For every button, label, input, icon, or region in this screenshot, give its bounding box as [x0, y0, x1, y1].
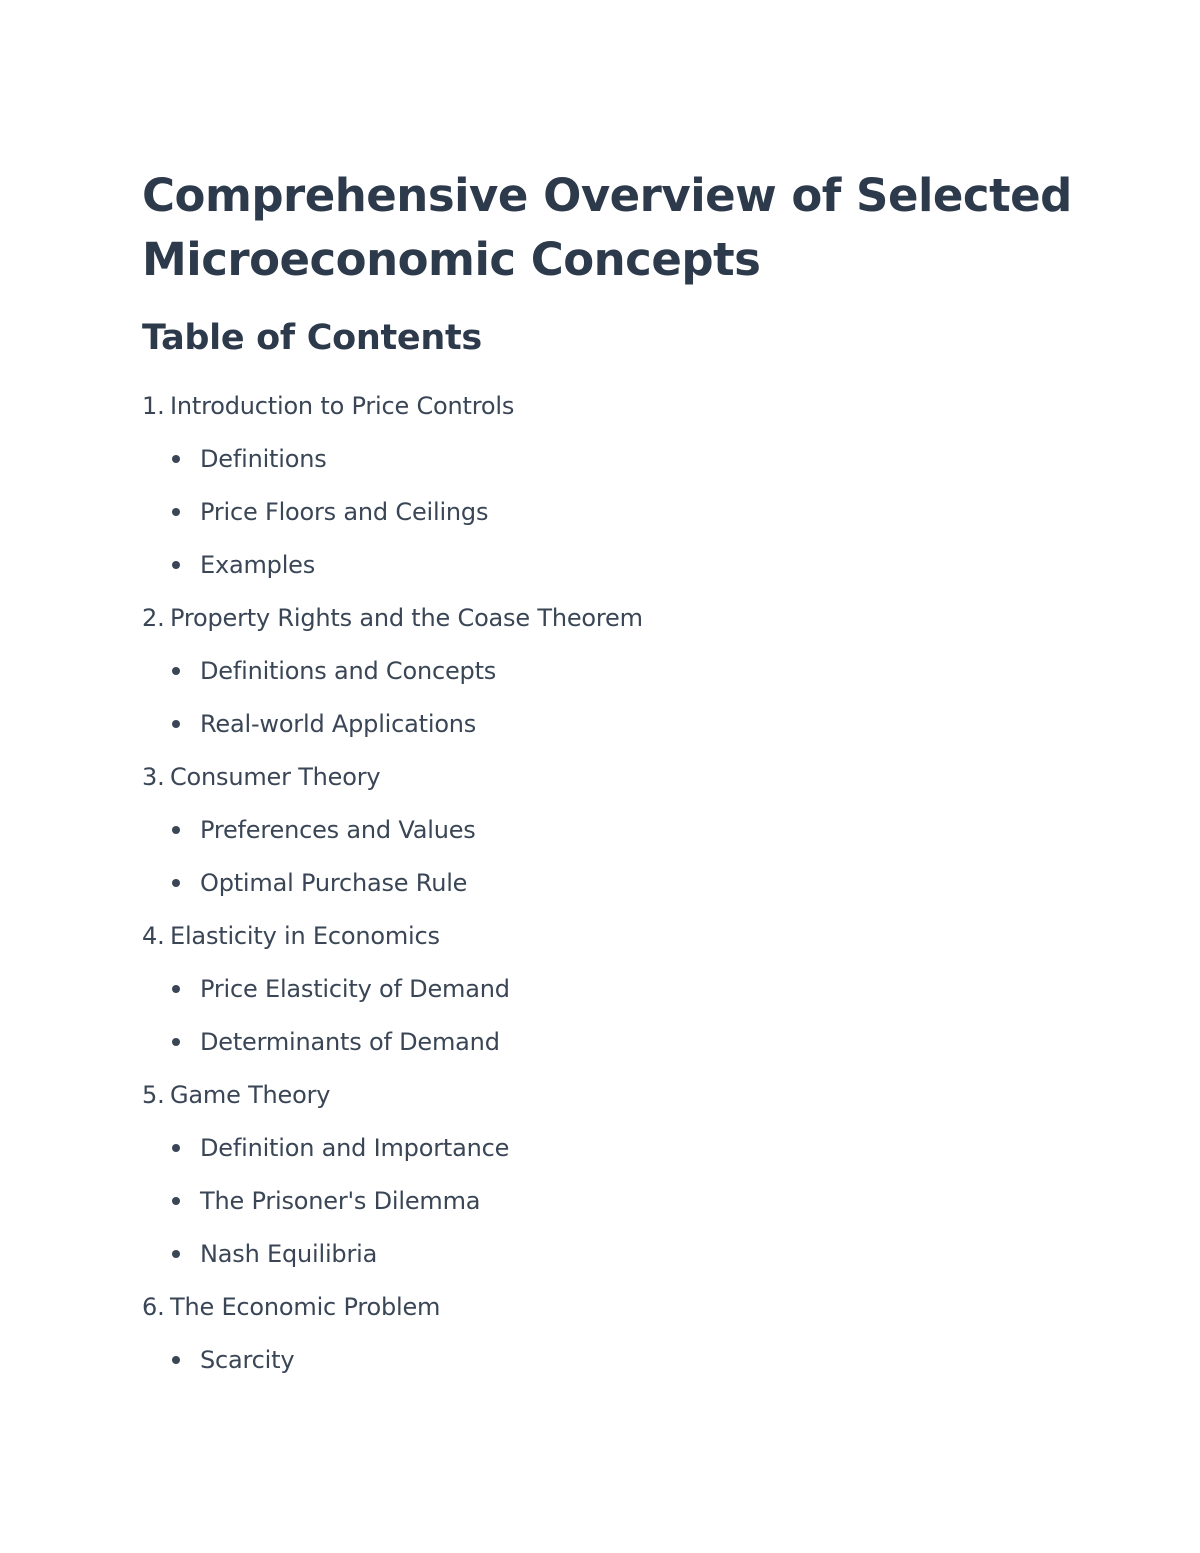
toc-subitem-label: Definitions: [200, 445, 327, 473]
toc-subitem: [142, 1180, 1042, 1233]
toc-section-title: Property Rights and the Coase Theorem: [170, 604, 643, 632]
bullet-icon: [172, 720, 180, 728]
toc-subitem-label: Price Floors and Ceilings: [200, 498, 489, 526]
bullet-icon: [172, 1356, 180, 1364]
toc-section-title: Consumer Theory: [170, 763, 381, 791]
toc-section: [142, 1286, 1042, 1339]
toc-subitem: [142, 862, 1042, 915]
toc-subitem: [142, 544, 1042, 597]
document-title: Comprehensive Overview of Selected Microeconomic Concepts: [142, 169, 1072, 286]
toc-subitem-label: Optimal Purchase Rule: [200, 869, 468, 897]
toc-section-number: 3.: [142, 763, 165, 791]
toc-subitem: [142, 809, 1042, 862]
table-of-contents: [142, 385, 1042, 1392]
toc-section-number: 2.: [142, 604, 165, 632]
bullet-icon: [172, 1250, 180, 1258]
toc-subitem: [142, 1021, 1042, 1074]
toc-subitem-label: Definitions and Concepts: [200, 657, 497, 685]
toc-section: [142, 915, 1042, 968]
toc-section-title: Introduction to Price Controls: [170, 392, 515, 420]
toc-subitem: [142, 968, 1042, 1021]
bullet-icon: [172, 1038, 180, 1046]
bullet-icon: [172, 879, 180, 887]
toc-subitem: [142, 1339, 1042, 1392]
toc-section: [142, 597, 1042, 650]
bullet-icon: [172, 667, 180, 675]
toc-subitem: [142, 491, 1042, 544]
toc-section-number: 4.: [142, 922, 165, 950]
toc-section-title: Game Theory: [170, 1081, 331, 1109]
bullet-icon: [172, 826, 180, 834]
toc-section-number: 6.: [142, 1293, 165, 1321]
toc-section: [142, 756, 1042, 809]
bullet-icon: [172, 561, 180, 569]
bullet-icon: [172, 985, 180, 993]
toc-subitem-label: The Prisoner's Dilemma: [200, 1187, 481, 1215]
bullet-icon: [172, 508, 180, 516]
toc-section: [142, 385, 1042, 438]
toc-section-title: Elasticity in Economics: [170, 922, 440, 950]
bullet-icon: [172, 1144, 180, 1152]
toc-section-number: 1.: [142, 392, 165, 420]
toc-section-number: 5.: [142, 1081, 165, 1109]
toc-subitem: [142, 703, 1042, 756]
toc-subitem-label: Nash Equilibria: [200, 1240, 378, 1268]
toc-subitem-label: Scarcity: [200, 1346, 295, 1374]
toc-subitem: [142, 1127, 1042, 1180]
bullet-icon: [172, 455, 180, 463]
toc-subitem-label: Determinants of Demand: [200, 1028, 500, 1056]
toc-subitem-label: Real-world Applications: [200, 710, 477, 738]
toc-subitem-label: Price Elasticity of Demand: [200, 975, 510, 1003]
toc-subitem: [142, 650, 1042, 703]
bullet-icon: [172, 1197, 180, 1205]
toc-section-title: The Economic Problem: [170, 1293, 441, 1321]
toc-subitem-label: Examples: [200, 551, 316, 579]
toc-subitem: [142, 1233, 1042, 1286]
toc-subitem: [142, 438, 1042, 491]
toc-subitem-label: Definition and Importance: [200, 1134, 510, 1162]
toc-section: [142, 1074, 1042, 1127]
toc-subitem-label: Preferences and Values: [200, 816, 476, 844]
toc-heading: Table of Contents: [142, 318, 482, 358]
